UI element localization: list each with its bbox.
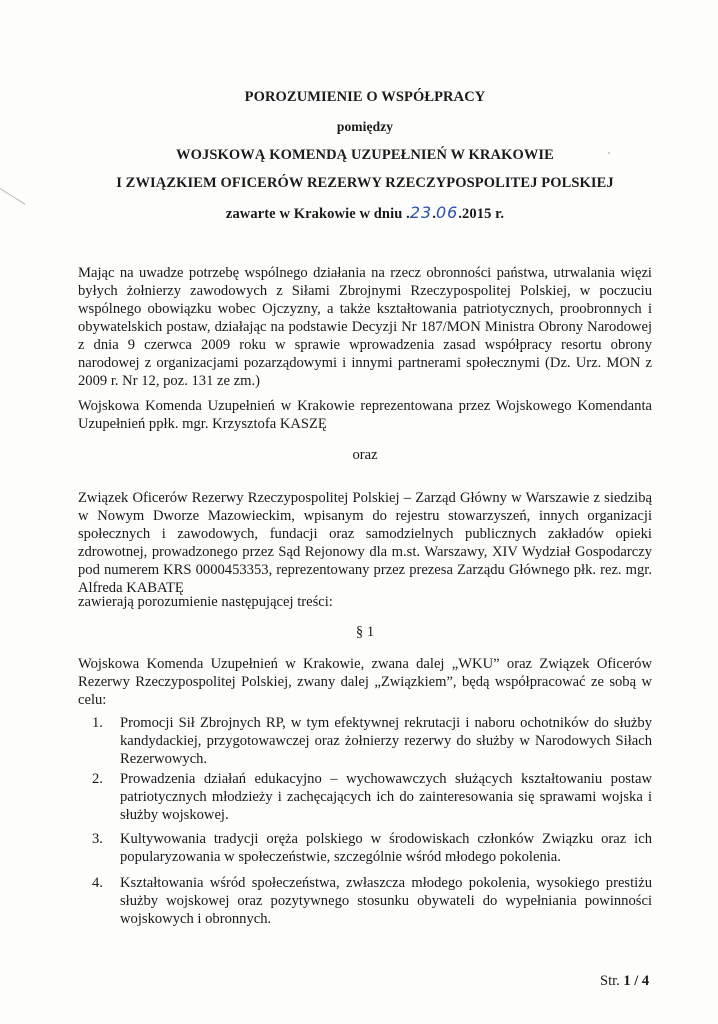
document-title: POROZUMIENIE O WSPÓŁPRACY bbox=[244, 89, 486, 105]
section-heading: § 1 bbox=[355, 624, 375, 640]
section1-intro: Wojskowa Komenda Uzupełnień w Krakowie, zwana dalej „WKU” oraz Związek Oficerów Rezerwy Rzeczypospolitej Polskiej, zwany dalej „Związkiem”, będą współpracować ze sobą w celu: bbox=[78, 656, 652, 708]
concluded-prefix: zawarte w Krakowie w dniu . bbox=[225, 206, 410, 222]
list-item-number: 4. bbox=[92, 875, 103, 891]
page-prefix: Str. bbox=[600, 973, 620, 989]
list-item-number: 2. bbox=[92, 771, 103, 787]
party1-heading: WOJSKOWĄ KOMENDĄ UZUPEŁNIEŃ W KRAKOWIE bbox=[176, 147, 554, 163]
handwritten-month: 06 bbox=[435, 203, 459, 222]
list-item-number: 1. bbox=[92, 715, 103, 731]
and-label: oraz bbox=[352, 447, 378, 463]
list-item-text: Promocji Sił Zbrojnych RP, w tym efektywnej rekrutacji i naboru ochotników do służby kandydackiej, przygotowawczej oraz żołnierzy rezerwy do służby w Narodowych Siłach Rezerwowych. bbox=[120, 715, 652, 767]
party2-heading: I ZWIĄZKIEM OFICERÓW REZERWY RZECZYPOSPOLITEJ POLSKIEJ bbox=[116, 175, 614, 191]
date-dots-end: . bbox=[458, 206, 463, 222]
party1-representation: Wojskowa Komenda Uzupełnień w Krakowie reprezentowana przez Wojskowego Komendanta Uzupełnień ppłk. mgr. Krzysztofa KASZĘ bbox=[78, 398, 652, 432]
date-separator: . bbox=[432, 206, 436, 222]
between-label: pomiędzy bbox=[336, 119, 394, 134]
list-item-text: Prowadzenia działań edukacyjno – wychowawczych służących kształtowaniu postaw patriotycznych młodzieży i zachęcających ich do zainteresowania się sprawami wojska i służby wojskowej. bbox=[120, 771, 652, 823]
year-suffix: 2015 r. bbox=[462, 206, 505, 222]
scan-corner-mark bbox=[0, 188, 25, 230]
party2-representation: Związek Oficerów Rezerwy Rzeczypospolitej Polskiej – Zarząd Główny w Warszawie z siedzibą w Nowym Dworze Mazowieckim, wpisanym do rejestru stowarzyszeń, innych organizacji społecznych i zawodowych, fundacji oraz samodzielnych publicznych zakładów opieki zdrowotnej, prowadzonego przez Sąd Rejonowy dla m.st. Warszawy, XIV Wydział Gospodarczy pod numerem KRS 0000453353, reprezentowany przez prezesa Zarządu Głównego płk. rez. mgr. Alfreda KABATĘ bbox=[78, 490, 652, 596]
concluded-line bbox=[40, 203, 690, 223]
handwritten-day: 23 bbox=[409, 203, 433, 222]
page-count: 1 / 4 bbox=[623, 973, 650, 989]
intro-paragraph: Mając na uwadze potrzebę wspólnego działania na rzecz obronności państwa, utrwalania więzi byłych żołnierzy zawodowych z Siłami Zbrojnymi Rzeczypospolitej Polskiej, w poczuciu wspólnego obowiązku wobec Ojczyzny, a także kształtowania patriotycznych, proobronnych i obywatelskich postaw, działając na podstawie Decyzji Nr 187/MON Ministra Obrony Narodowej z dnia 9 czerwca 2009 roku w sprawie wprowadzenia zasad współpracy resortu obrony narodowej z organizacjami pozarządowymi i innymi partnerami społecznymi (Dz. Urz. MON z 2009 r. Nr 12, poz. 131 ze zm.) bbox=[78, 265, 652, 389]
conclude-line: zawierają porozumienie następującej treści: bbox=[78, 594, 333, 610]
list-item-text: Kształtowania wśród społeczeństwa, zwłaszcza młodego pokolenia, wysokiego prestiżu służby wojskowej oraz pozytywnego stosunku obywateli do wypełniania powinności wojskowych i obronnych. bbox=[120, 875, 652, 927]
page-number bbox=[600, 973, 649, 990]
list-item-number: 3. bbox=[92, 831, 103, 847]
list-item-text: Kultywowania tradycji oręża polskiego w środowiskach członków Związku oraz ich popularyzowania w społeczeństwie, szczególnie wśród młodego pokolenia. bbox=[120, 831, 652, 865]
